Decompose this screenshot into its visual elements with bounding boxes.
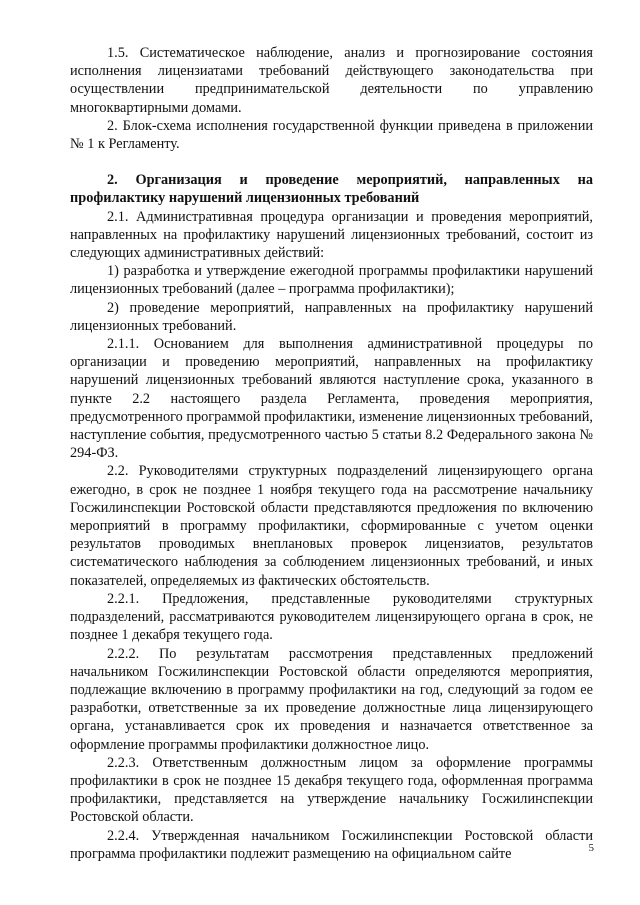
paragraph-2-2-2: 2.2.2. По результатам рассмотрения представленных предложений начальником Госжилинспекции Ростовской области определяются мероприятия, подлежащие включению в программу профилактики на год, следующий за годом ее разработки, ответственные за их проведение должностные лица лицензирующего органа, устанавливается срок их проведения и назначается ответственное за оформление программы профилактики должностное лицо. <box>70 645 593 753</box>
paragraph-2-1: 2.1. Административная процедура организации и проведения мероприятий, направленных на профилактику нарушений лицензионных требований, состоит из следующих административных действий: <box>70 208 593 262</box>
page-number: 5 <box>588 842 594 854</box>
paragraph-2-2: 2.2. Руководителями структурных подразделений лицензирующего органа ежегодно, в срок не позднее 1 ноября текущего года на рассмотрение начальнику Госжилинспекции Ростовской области представляются предложения по включению мероприятий в программу профилактики, сформированные с учетом оценки результатов проводимых внеплановых проверок лицензиатов, результатов систематического наблюдения за соблюдением лицензионных требований, и иных показателей, определяемых из фактических обстоятельств. <box>70 463 593 589</box>
list-item-2: 2) проведение мероприятий, направленных на профилактику нарушений лицензионных требований. <box>70 299 593 334</box>
list-item-1: 1) разработка и утверждение ежегодной программы профилактики нарушений лицензионных требований (далее – программа профилактики); <box>70 263 593 298</box>
paragraph-2-1-1: 2.1.1. Основанием для выполнения административной процедуры по организации и проведению мероприятий, направленных на профилактику нарушений лицензионных требований являются наступление срока, указанного в пункте 2.2 настоящего раздела Регламента, проведения мероприятия, предусмотренного программой профилактики, изменение лицензионных требований, наступление события, предусмотренного частью 5 статьи 8.2 Федерального закона № 294-ФЗ. <box>70 336 593 462</box>
spacer <box>70 153 593 171</box>
paragraph-1-5: 1.5. Систематическое наблюдение, анализ и прогнозирование состояния исполнения лицензиатами требований действующего законодательства при осуществлении предпринимательской деятельности по управлению многоквартирными домами. <box>70 45 593 116</box>
paragraph-2-2-4: 2.2.4. Утвержденная начальником Госжилинспекции Ростовской области программа профилактики подлежит размещению на официальном сайте <box>70 827 593 862</box>
section-heading: 2. Организация и проведение мероприятий, направленных на профилактику нарушений лицензионных требований <box>70 172 593 207</box>
paragraph-2-2-1: 2.2.1. Предложения, представленные руководителями структурных подразделений, рассматриваются руководителем лицензирующего органа в срок, не позднее 1 декабря текущего года. <box>70 590 593 644</box>
document-page <box>70 44 593 863</box>
paragraph-2-block-scheme: 2. Блок-схема исполнения государственной функции приведена в приложении № 1 к Регламенту. <box>70 117 593 153</box>
paragraph-2-2-3: 2.2.3. Ответственным должностным лицом за оформление программы профилактики в срок не позднее 15 декабря текущего года, оформленная программа профилактики, представляется на утверждение начальнику Госжилинспекции Ростовской области. <box>70 754 593 826</box>
